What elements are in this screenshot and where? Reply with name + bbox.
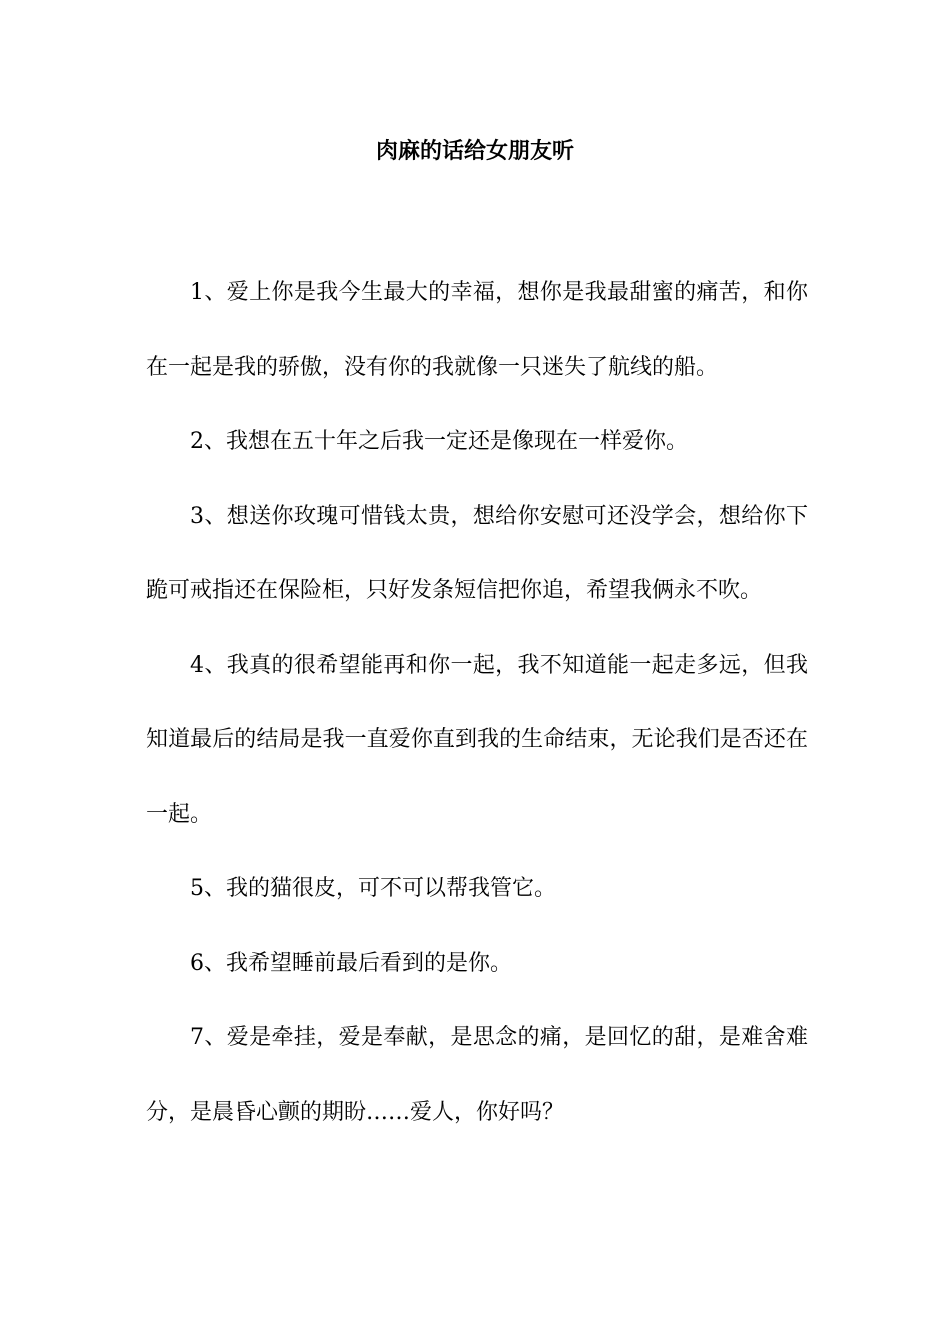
- document-body: [146, 256, 808, 1150]
- paragraph-7: 7、爱是牵挂，爱是奉献，是思念的痛，是回忆的甜，是难舍难分，是晨昏心颤的期盼……爱人，你好吗？: [146, 1025, 808, 1125]
- document-title: 肉麻的话给女朋友听: [375, 139, 574, 164]
- paragraph-3: 3、想送你玫瑰可惜钱太贵，想给你安慰可还没学会，想给你下跪可戒指还在保险柜，只好发条短信把你追，希望我俩永不吹。: [146, 503, 808, 603]
- paragraph-6: 6、我希望睡前最后看到的是你。: [190, 950, 512, 976]
- paragraph-2: 2、我想在五十年之后我一定还是像现在一样爱你。: [190, 429, 688, 454]
- paragraph-1: 1、爱上你是我今生最大的幸福，想你是我最甜蜜的痛苦，和你在一起是我的骄傲，没有你的我就像一只迷失了航线的船。: [146, 280, 808, 380]
- paragraph-5: 5、我的猫很皮，可不可以帮我管它。: [190, 876, 556, 901]
- paragraph-4: 4、我真的很希望能再和你一起，我不知道能一起走多远，但我知道最后的结局是我一直爱你直到我的生命结束，无论我们是否还在一起。: [146, 652, 808, 827]
